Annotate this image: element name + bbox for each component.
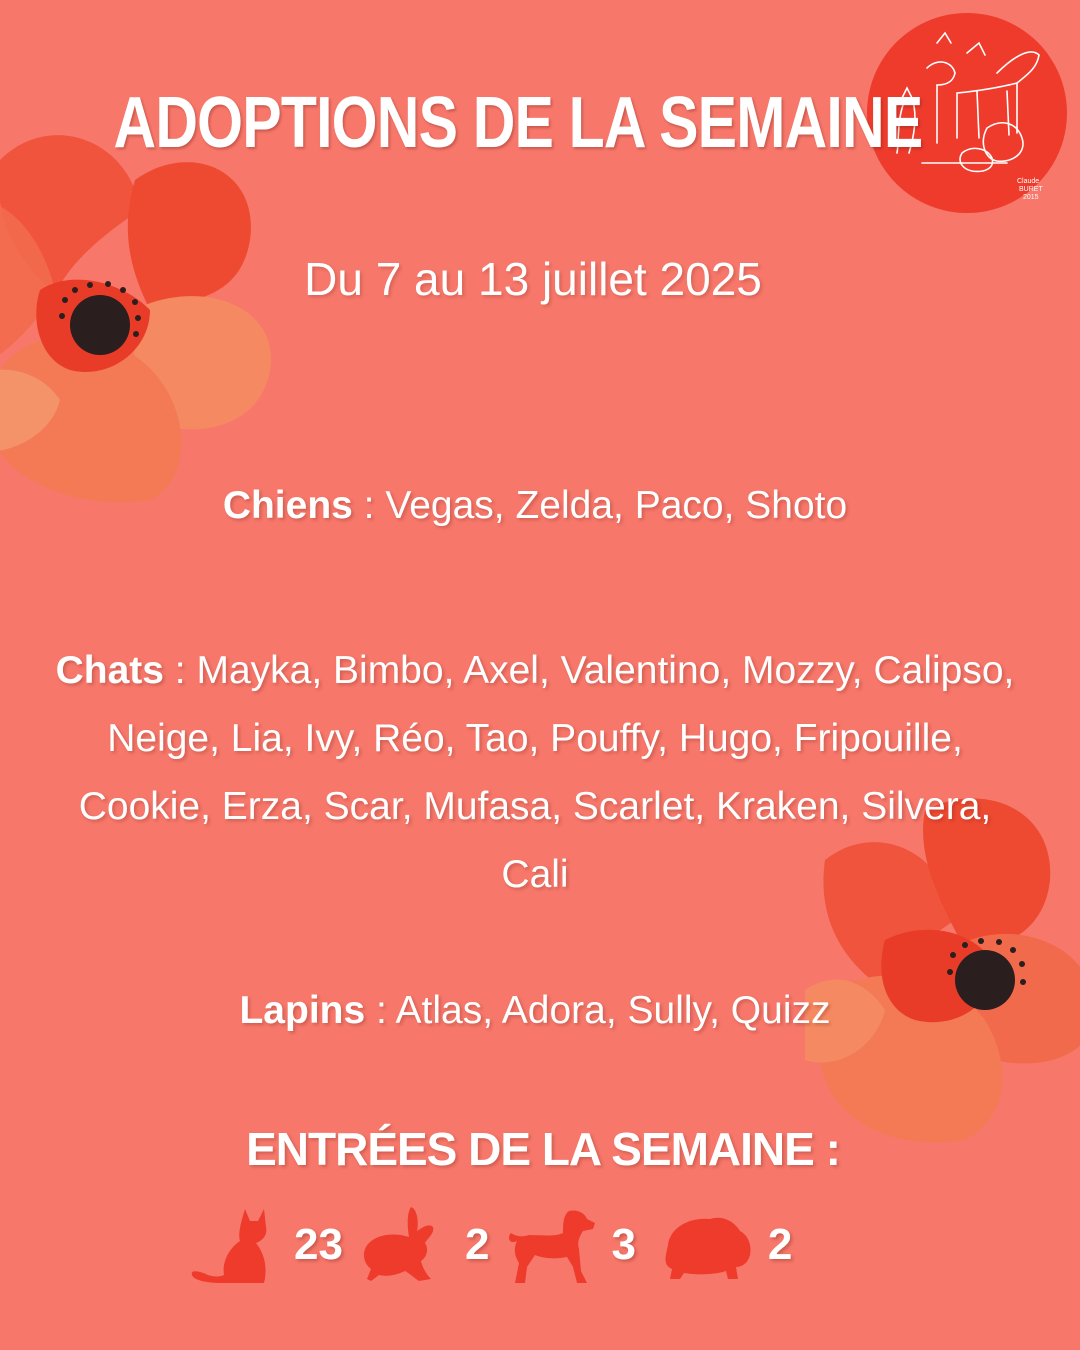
cats-names: Mayka, Bimbo, Axel, Valentino, Mozzy, Calipso, Neige, Lia, Ivy, Réo, Tao, Pouffy, Hugo, Fripouille, Cookie, Erza, Scar, Mufasa, Scarlet, Kraken, Silvera, Cali xyxy=(78,649,1015,896)
cats-label: Chats xyxy=(55,649,164,692)
rabbit-icon xyxy=(361,1205,451,1285)
stat-cats-count: 23 xyxy=(294,1220,343,1269)
rabbits-separator: : xyxy=(365,989,396,1032)
guinea-pig-icon xyxy=(654,1205,754,1285)
dog-icon xyxy=(507,1205,597,1285)
cat-icon xyxy=(190,1205,280,1285)
cats-separator: : xyxy=(163,649,197,692)
rabbits-label: Lapins xyxy=(239,989,366,1032)
svg-text:Claude: Claude xyxy=(1017,178,1040,185)
dogs-label: Chiens xyxy=(222,484,353,527)
stat-rabbits-count: 2 xyxy=(464,1220,490,1269)
stat-guinea-pigs-count: 2 xyxy=(767,1220,793,1269)
rabbits-names: Atlas, Adora, Sully, Quizz xyxy=(395,989,831,1032)
stat-dogs-count: 3 xyxy=(611,1220,636,1269)
svg-text:2015: 2015 xyxy=(1023,194,1039,201)
stat-cats xyxy=(190,1205,343,1285)
stat-dogs xyxy=(507,1205,635,1285)
poppy-flower-left xyxy=(0,120,290,510)
entries-stats xyxy=(190,1200,850,1290)
rabbits-adoptions xyxy=(40,977,1030,1045)
dogs-separator: : xyxy=(352,484,386,527)
svg-text:BURET: BURET xyxy=(1019,186,1043,193)
page-title: ADOPTIONS DE LA SEMAINE xyxy=(113,83,923,163)
entries-title: ENTRÉES DE LA SEMAINE : xyxy=(246,1123,840,1175)
date-range: Du 7 au 13 juillet 2025 xyxy=(304,253,762,305)
stat-guinea-pigs xyxy=(654,1205,792,1285)
dogs-names: Vegas, Zelda, Paco, Shoto xyxy=(385,484,848,527)
cats-adoptions xyxy=(40,637,1030,909)
stat-rabbits xyxy=(361,1205,489,1285)
dogs-adoptions xyxy=(40,472,1030,540)
